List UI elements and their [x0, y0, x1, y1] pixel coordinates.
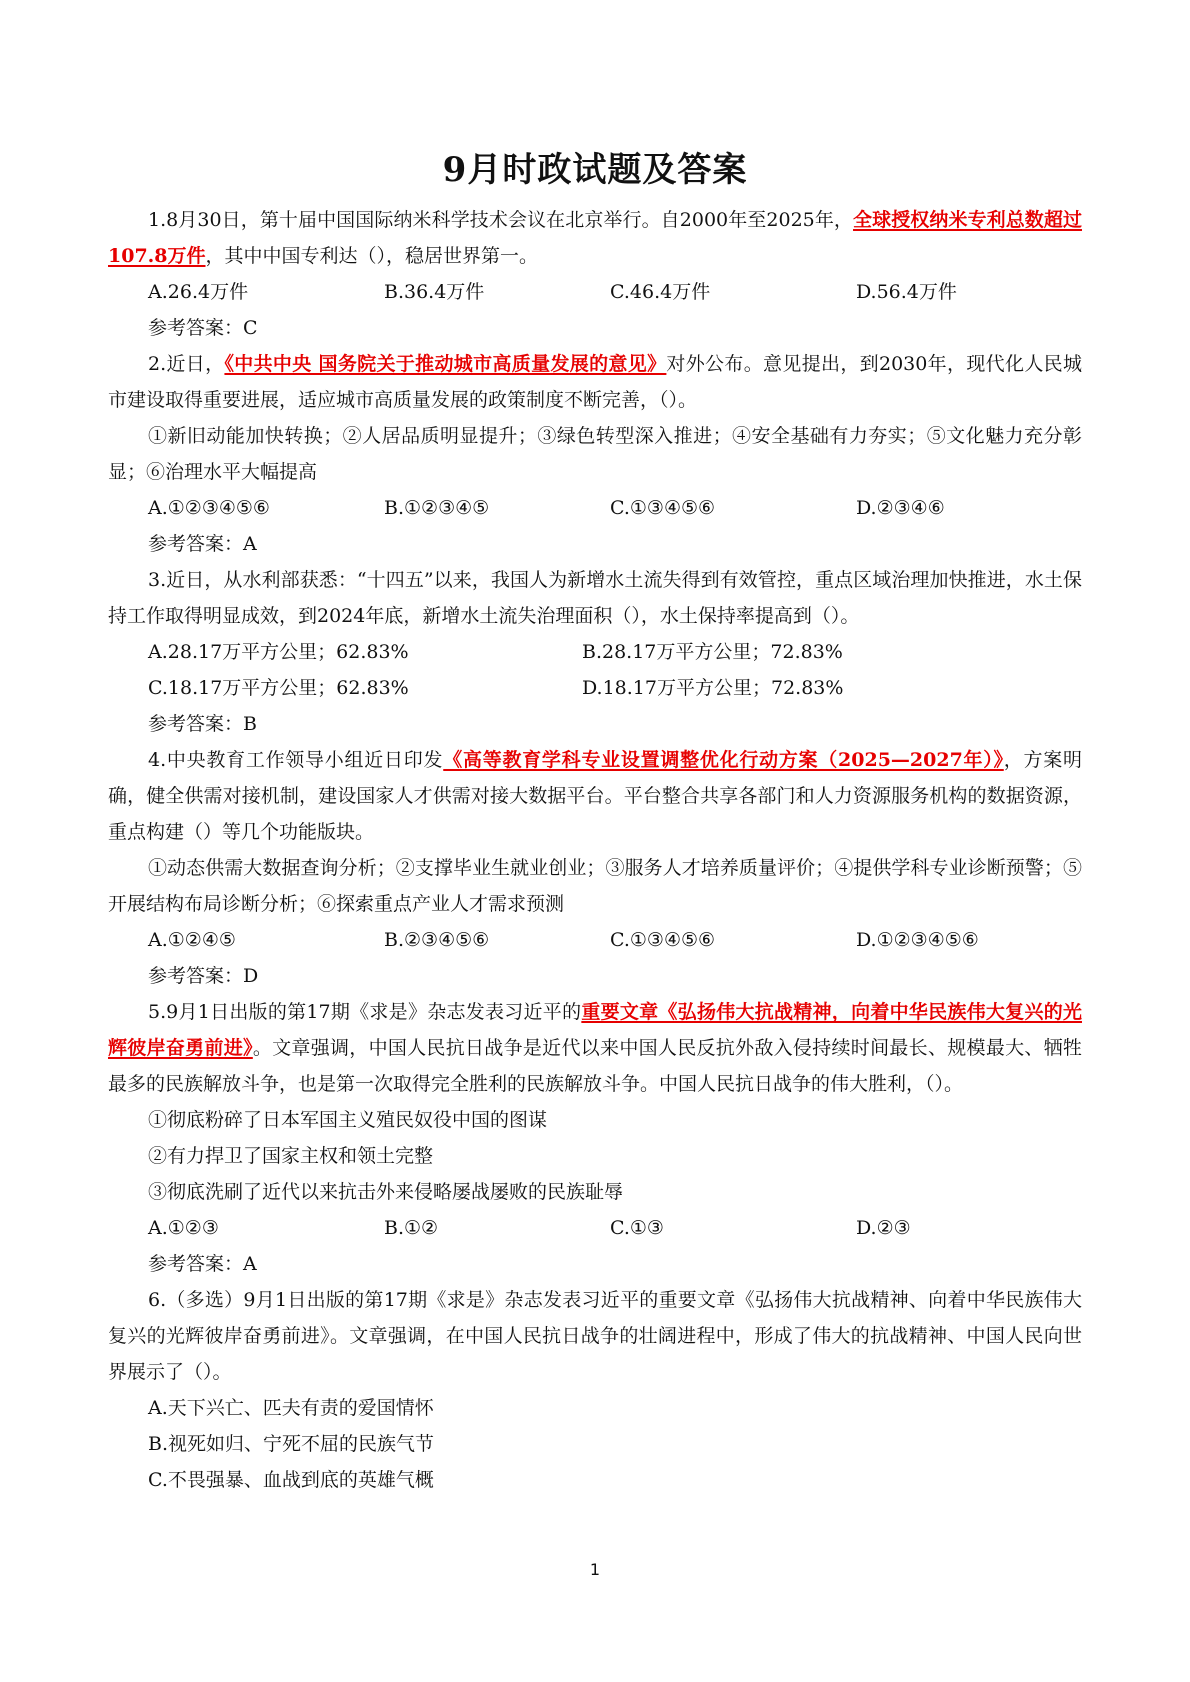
q1-text-end: ，其中中国专利达（），稳居世界第一。: [205, 245, 539, 267]
q2-option-b: B.①②③④⑤: [384, 497, 490, 519]
q2-options: [108, 490, 1082, 526]
q4-answer: [108, 958, 1082, 994]
page-number: 1: [589, 1560, 601, 1579]
q3-options-row-2: [108, 670, 1082, 706]
q4-text-end: ，方案明确，健全供需对接机制，建设国家人才供需对接大数据平台。平台整合共享各部门和人力资源服务机构的数据资源，重点构建（）等几个功能版块。: [108, 749, 1082, 843]
question-2: [108, 346, 1082, 418]
q5-answer: [108, 1246, 1082, 1282]
q3-option-c: C.18.17万平方公里；62.83%: [148, 677, 409, 699]
q5-option-c: C.①③: [610, 1217, 664, 1239]
answer-label: 参考答案：: [148, 533, 244, 555]
q2-option-a: A.①②③④⑤⑥: [148, 497, 270, 519]
q5-item-2: ②有力捍卫了国家主权和领土完整: [148, 1145, 434, 1167]
q1-option-c: C.46.4万件: [610, 281, 711, 303]
q2-answer: [108, 526, 1082, 562]
q3-option-a: A.28.17万平方公里；62.83%: [148, 641, 409, 663]
q1-answer: [108, 310, 1082, 346]
q5-item-3: ③彻底洗刷了近代以来抗击外来侵略屡战屡败的民族耻辱: [148, 1181, 624, 1203]
q4-items: ①动态供需大数据查询分析；②支撑毕业生就业创业；③服务人才培养质量评价；④提供学科专业诊断预警；⑤开展结构布局诊断分析；⑥探索重点产业人才需求预测: [108, 857, 1082, 915]
q3-answer: [108, 706, 1082, 742]
answer-value: A: [243, 533, 257, 555]
q4-highlight: 《高等教育学科专业设置调整优化行动方案（2025—2027年）》: [443, 749, 1004, 771]
q3-options-row-1: [108, 634, 1082, 670]
q6-option-b: B.视死如归、宁死不屈的民族气节: [148, 1433, 435, 1455]
q1-option-d: D.56.4万件: [856, 281, 957, 303]
q5-option-a: A.①②③: [148, 1217, 219, 1239]
q5-item-1: ①彻底粉碎了日本军国主义殖民奴役中国的图谋: [148, 1109, 548, 1131]
page-title: 9月时政试题及答案: [442, 150, 748, 190]
q1-option-a: A.26.4万件: [148, 281, 249, 303]
q4-text: 4.中央教育工作领导小组近日印发: [148, 749, 444, 771]
q4-option-d: D.①②③④⑤⑥: [856, 929, 979, 951]
answer-value: D: [243, 965, 259, 987]
q5-highlight: 重要文章《弘扬伟大抗战精神，向着中华民族伟大复兴的光辉彼岸奋勇前进》: [108, 1001, 1082, 1059]
question-6: 6.（多选）9月1日出版的第17期《求是》杂志发表习近平的重要文章《弘扬伟大抗战精神、向着中华民族伟大复兴的光辉彼岸奋勇前进》。文章强调，在中国人民抗日战争的壮阔进程中，形成了伟大的抗战精神、中国人民向世界展示了（）。: [108, 1289, 1082, 1383]
q6-option-c: C.不畏强暴、血战到底的英雄气概: [148, 1469, 434, 1491]
q2-option-c: C.①③④⑤⑥: [610, 497, 716, 519]
question-3: 3.近日，从水利部获悉：“十四五”以来，我国人为新增水土流失得到有效管控，重点区域治理加快推进，水土保持工作取得明显成效，到2024年底，新增水土流失治理面积（），水土保持率提高到（）。: [108, 569, 1082, 627]
q1-option-b: B.36.4万件: [384, 281, 485, 303]
q3-option-b: B.28.17万平方公里；72.83%: [582, 641, 843, 663]
q3-option-d: D.18.17万平方公里；72.83%: [582, 677, 844, 699]
q5-text-end: 。文章强调，中国人民抗日战争是近代以来中国人民反抗外敌入侵持续时间最长、规模最大、牺牲最多的民族解放斗争，也是第一次取得完全胜利的民族解放斗争。中国人民抗日战争的伟大胜利，（）。: [108, 1037, 1082, 1095]
q1-options: [108, 274, 1082, 310]
answer-label: 参考答案：: [148, 317, 244, 339]
q2-text-end: 对外公布。意见提出，到2030年，现代化人民城市建设取得重要进展，适应城市高质量发展的政策制度不断完善，（）。: [108, 353, 1082, 411]
question-5: [108, 994, 1082, 1102]
q4-options: [108, 922, 1082, 958]
q2-text: 2.近日，: [148, 353, 225, 375]
q4-option-b: B.②③④⑤⑥: [384, 929, 490, 951]
q2-option-d: D.②③④⑥: [856, 497, 945, 519]
q5-option-d: D.②③: [856, 1217, 911, 1239]
document-page: [108, 146, 1082, 1498]
q4-option-c: C.①③④⑤⑥: [610, 929, 716, 951]
answer-value: B: [243, 713, 257, 735]
q5-text: 5.9月1日出版的第17期《求是》杂志发表习近平的: [148, 1001, 582, 1023]
q1-text: 1.8月30日，第十届中国国际纳米科学技术会议在北京举行。自2000年至2025年，: [148, 209, 854, 231]
q5-option-b: B.①②: [384, 1217, 439, 1239]
q4-option-a: A.①②④⑤: [148, 929, 236, 951]
answer-value: C: [243, 317, 258, 339]
q2-highlight: 《中共中央 国务院关于推动城市高质量发展的意见》: [224, 353, 667, 375]
q6-option-a: A.天下兴亡、匹夫有责的爱国情怀: [148, 1397, 434, 1419]
answer-label: 参考答案：: [148, 965, 244, 987]
q1-highlight: 全球授权纳米专利总数超过107.8万件: [108, 209, 1082, 267]
question-4: [108, 742, 1082, 850]
q5-options: [108, 1210, 1082, 1246]
answer-value: A: [243, 1253, 257, 1275]
answer-label: 参考答案：: [148, 1253, 244, 1275]
question-1: [108, 202, 1082, 274]
answer-label: 参考答案：: [148, 713, 244, 735]
q2-items: ①新旧动能加快转换；②人居品质明显提升；③绿色转型深入推进；④安全基础有力夯实；⑤文化魅力充分彰显；⑥治理水平大幅提高: [108, 425, 1082, 483]
